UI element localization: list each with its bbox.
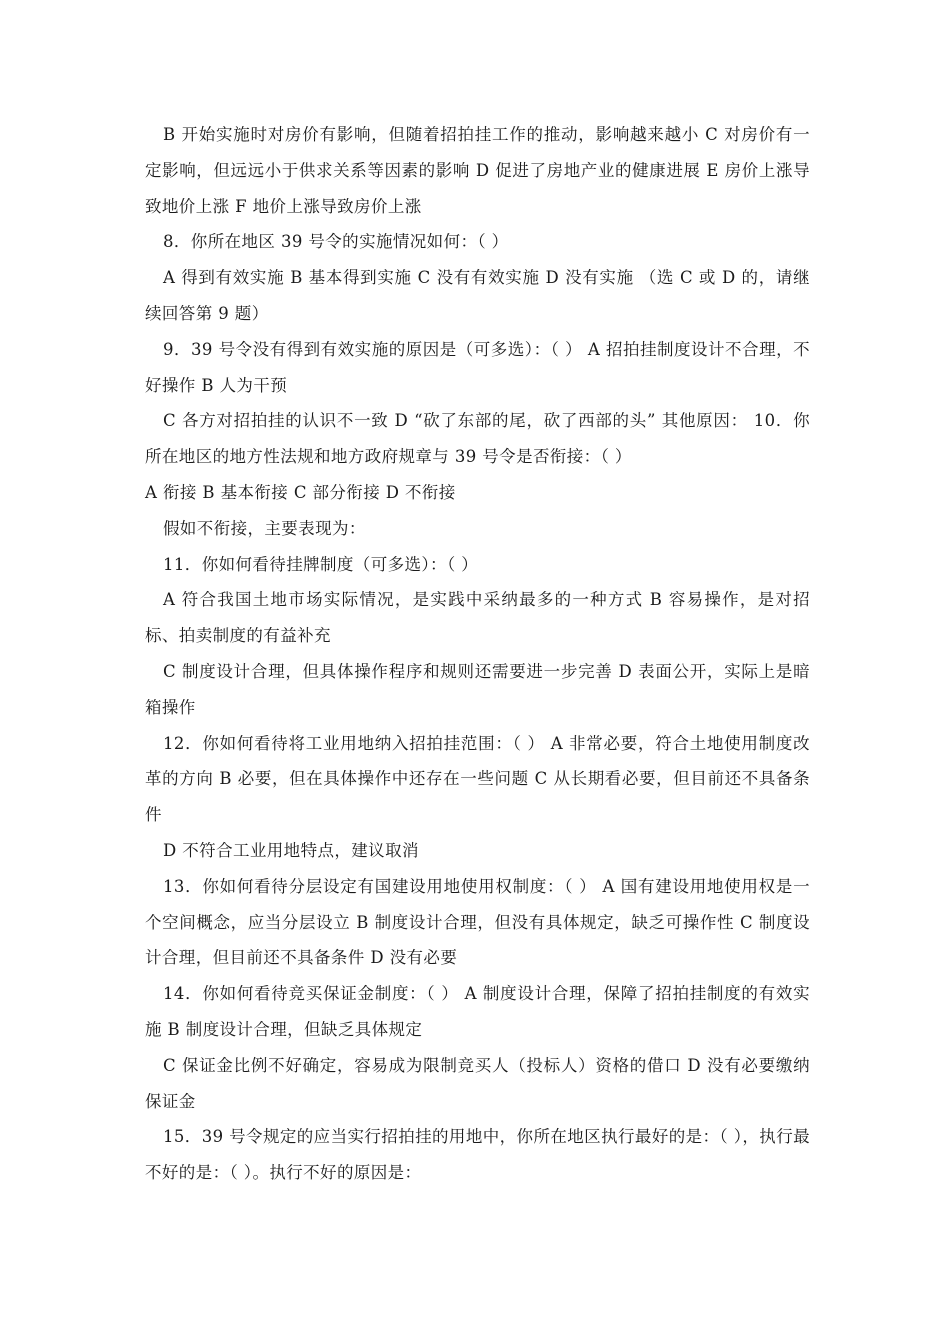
paragraph-q8-options: A 得到有效实施 B 基本得到实施 C 没有有效实施 D 没有实施 （选 C 或 D 的，请继续回答第 9 题） bbox=[145, 268, 810, 323]
paragraph-q7-options: B 开始实施时对房价有影响，但随着招拍挂工作的推动，影响越来越小 C 对房价有一定影响，但远远小于供求关系等因素的影响 D 促进了房地产业的健康进展 E 房价上涨导致地价上涨 F 地价上涨导致房价上涨 bbox=[145, 125, 810, 216]
paragraph-q11: 11．你如何看待挂牌制度（可多选）：（ ） bbox=[163, 554, 479, 574]
paragraph-q12-option-d: D 不符合工业用地特点，建议取消 bbox=[163, 840, 419, 860]
paragraph-q10-followup: 假如不衔接，主要表现为： bbox=[163, 518, 366, 538]
paragraph-q9-options-q10: C 各方对招拍挂的认识不一致 D “砍了东部的尾，砍了西部的头” 其他原因： 10．你所在地区的地方性法规和地方政府规章与 39 号令是否衔接：（ ） bbox=[145, 411, 810, 467]
paragraph-q14-options-cd: C 保证金比例不好确定，容易成为限制竞买人（投标人）资格的借口 D 没有必要缴纳保证金 bbox=[145, 1055, 810, 1111]
paragraph-q13: 13．你如何看待分层设定有国建设用地使用权制度：（ ） A 国有建设用地使用权是一个空间概念，应当分层设立 B 制度设计合理，但没有具体规定，缺乏可操作性 C 制度设计合理，但目前还不具备条件 D 没有必要 bbox=[145, 876, 810, 968]
paragraph-q11-options-ab: A 符合我国土地市场实际情况，是实践中采纳最多的一种方式 B 容易操作，是对招标、拍卖制度的有益补充 bbox=[145, 590, 810, 646]
paragraph-q8: 8．你所在地区 39 号令的实施情况如何：（ ） bbox=[163, 232, 509, 252]
paragraph-q14: 14．你如何看待竞买保证金制度：（ ） A 制度设计合理，保障了招拍挂制度的有效实施 B 制度设计合理，但缺乏具体规定 bbox=[145, 984, 810, 1039]
document-body bbox=[145, 117, 810, 1191]
paragraph-q12: 12．你如何看待将工业用地纳入招拍挂范围：（ ） A 非常必要，符合土地使用制度改革的方向 B 必要，但在具体操作中还存在一些问题 C 从长期看必要，但目前还不具备条件 bbox=[145, 733, 810, 825]
paragraph-q10-options: A 衔接 B 基本衔接 C 部分衔接 D 不衔接 bbox=[145, 482, 456, 502]
paragraph-q15: 15．39 号令规定的应当实行招拍挂的用地中，你所在地区执行最好的是：（ ），执行最不好的是：（ ）。执行不好的原因是： bbox=[145, 1127, 810, 1183]
paragraph-q9: 9．39 号令没有得到有效实施的原因是（可多选）：（ ） A 招拍挂制度设计不合理，不好操作 B 人为干预 bbox=[145, 339, 810, 395]
paragraph-q11-options-cd: C 制度设计合理，但具体操作程序和规则还需要进一步完善 D 表面公开，实际上是暗箱操作 bbox=[145, 661, 810, 717]
